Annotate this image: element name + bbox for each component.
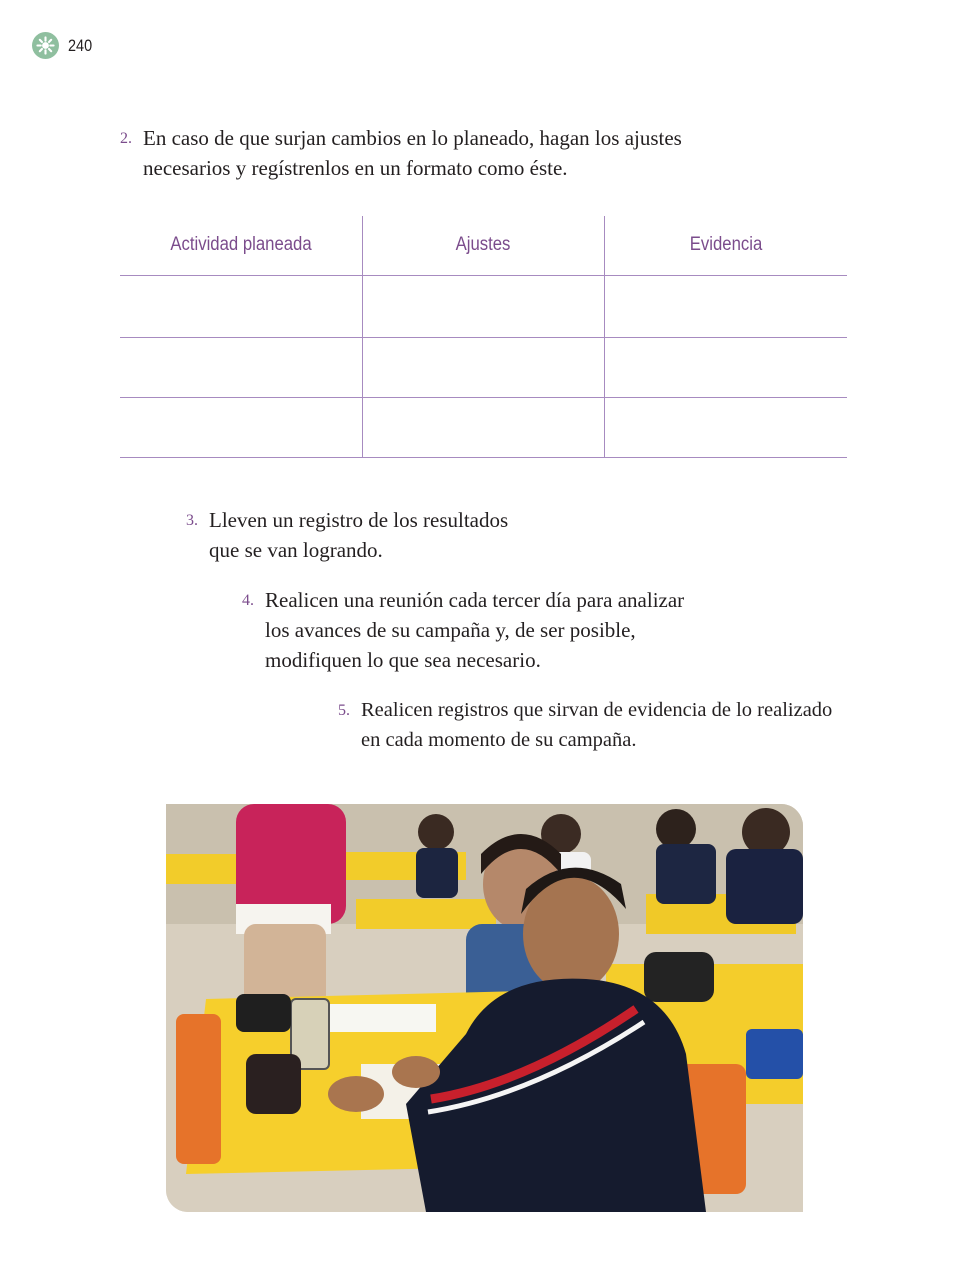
instruction-item-4 — [242, 585, 685, 675]
table-header-ajustes: Ajustes — [455, 234, 511, 255]
table-cell[interactable] — [120, 398, 362, 457]
table-cell[interactable] — [363, 398, 604, 457]
item-number: 2. — [120, 130, 132, 147]
instruction-item-5 — [338, 695, 833, 755]
classroom-photo — [166, 804, 803, 1212]
page-number: 240 — [68, 35, 93, 55]
item-text-line: que se van logrando. — [209, 538, 383, 562]
item-text-line: Realicen registros que sirvan de evidencia de lo realizado — [361, 699, 833, 721]
table-cell[interactable] — [363, 276, 604, 337]
table-cell[interactable] — [363, 338, 604, 397]
item-text-line: Realicen una reunión cada tercer día para analizar — [265, 588, 685, 612]
table-cell[interactable] — [605, 398, 847, 457]
table-row-divider — [120, 457, 847, 458]
item-number: 3. — [186, 512, 198, 529]
item-text-line: Lleven un registro de los resultados — [209, 508, 509, 532]
adjustments-table — [120, 216, 847, 458]
item-text-line: necesarios y regístrenlos en un formato como éste. — [143, 156, 568, 180]
instruction-item-3 — [186, 505, 509, 565]
table-cell[interactable] — [120, 276, 362, 337]
table-cell[interactable] — [120, 338, 362, 397]
item-text-line: en cada momento de su campaña. — [361, 729, 637, 751]
item-text-line: En caso de que surjan cambios en lo planeado, hagan los ajustes — [143, 126, 682, 150]
item-number: 5. — [338, 702, 350, 719]
instruction-item-2 — [120, 123, 682, 183]
table-cell[interactable] — [605, 338, 847, 397]
table-header-evidencia: Evidencia — [689, 234, 763, 255]
item-text-line: los avances de su campaña y, de ser posible, — [265, 618, 636, 642]
table-cell[interactable] — [605, 276, 847, 337]
item-text-line: modifiquen lo que sea necesario. — [265, 648, 541, 672]
sun-gear-icon — [32, 32, 59, 59]
item-number: 4. — [242, 592, 254, 609]
table-header-actividad: Actividad planeada — [170, 234, 312, 255]
page-header — [32, 32, 96, 59]
